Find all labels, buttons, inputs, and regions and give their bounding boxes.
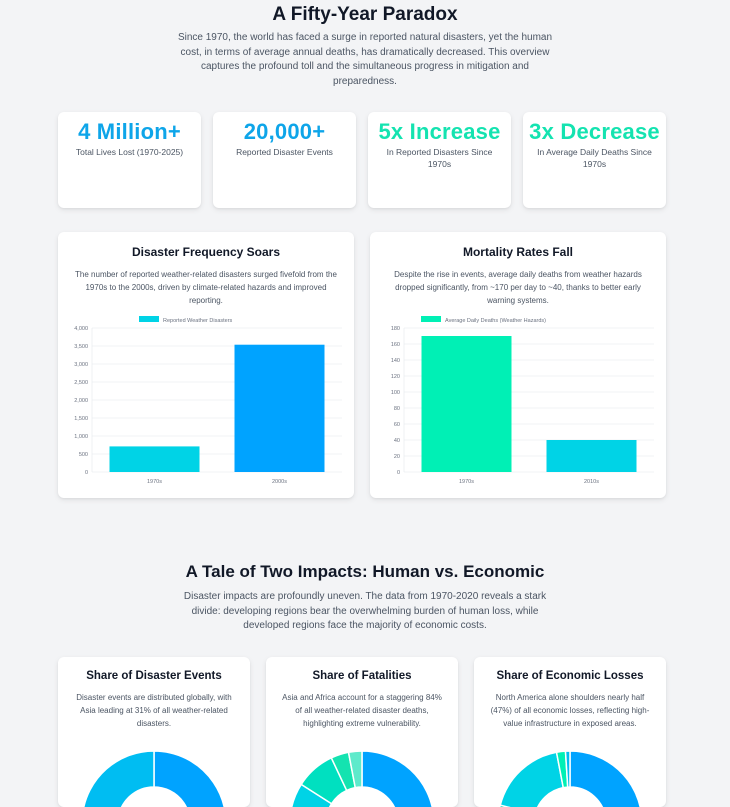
mortality-chart-card bbox=[370, 232, 666, 498]
donut-slice bbox=[570, 751, 642, 807]
y-tick-label: 100 bbox=[390, 390, 400, 396]
stat-card-disaster-events bbox=[213, 112, 356, 208]
pie-card-events bbox=[58, 657, 250, 807]
legend-swatch bbox=[421, 316, 441, 322]
bar-2000s bbox=[235, 345, 325, 472]
stat-label: In Average Daily Deaths Since 1970s bbox=[537, 147, 652, 169]
y-tick-label: 0 bbox=[84, 470, 88, 476]
y-tick-label: 0 bbox=[396, 470, 400, 476]
impacts-title: A Tale of Two Impacts: Human vs. Economic bbox=[185, 562, 545, 581]
stat-label: Reported Disaster Events bbox=[236, 147, 333, 157]
chart-description: Despite the rise in events, average daily deaths from weather hazards dropped significantly, from ~170 per day to ~40, thanks to better early warning systems. bbox=[394, 270, 642, 305]
page-title: A Fifty-Year Paradox bbox=[272, 4, 458, 25]
chart-description: Disaster events are distributed globally, with Asia leading at 31% of all weather-related disasters. bbox=[76, 693, 232, 728]
stat-value: 5x Increase bbox=[378, 119, 501, 144]
frequency-chart-card bbox=[58, 232, 354, 498]
y-tick-label: 160 bbox=[390, 342, 400, 348]
fatalities-donut-chart bbox=[266, 736, 458, 807]
mortality-bar-chart bbox=[370, 312, 666, 492]
stat-value: 3x Decrease bbox=[529, 119, 660, 144]
y-tick-label: 80 bbox=[393, 406, 400, 412]
y-tick-label: 1,000 bbox=[74, 434, 88, 440]
chart-title: Share of Economic Losses bbox=[496, 670, 644, 682]
stat-label: Total Lives Lost (1970-2025) bbox=[75, 147, 184, 157]
x-tick-label: 1970s bbox=[459, 479, 474, 485]
frequency-bar-chart bbox=[58, 312, 354, 492]
y-tick-label: 60 bbox=[393, 422, 400, 428]
stat-value: 4 Million+ bbox=[78, 119, 181, 144]
intro-description: Since 1970, the world has faced a surge in reported natural disasters, yet the human cost, in terms of average annual deaths, has dramatically decreased. This overview captures the profound toll and the simultaneous progress in mitigation and preparedness. bbox=[177, 32, 553, 87]
stat-label: In Reported Disasters Since 1970s bbox=[386, 147, 493, 169]
y-tick-label: 4,000 bbox=[74, 326, 88, 332]
economic-losses-donut-chart bbox=[474, 736, 666, 807]
bar-2010s bbox=[547, 440, 637, 472]
pie-card-fatalities bbox=[266, 657, 458, 807]
chart-description: Asia and Africa account for a staggering 84% of all weather-related disaster deaths, highlighting extreme vulnerability. bbox=[282, 693, 442, 728]
chart-title: Share of Disaster Events bbox=[86, 670, 222, 682]
y-tick-label: 3,500 bbox=[74, 344, 88, 350]
stat-card-lives-lost bbox=[58, 112, 201, 208]
chart-title: Share of Fatalities bbox=[312, 670, 412, 682]
stat-card-disasters-increase bbox=[368, 112, 511, 208]
y-tick-label: 2,500 bbox=[74, 380, 88, 386]
x-tick-label: 1970s bbox=[147, 479, 162, 485]
y-tick-label: 1,500 bbox=[74, 416, 88, 422]
legend-label: Reported Weather Disasters bbox=[163, 318, 233, 324]
stat-card-deaths-decrease bbox=[523, 112, 666, 208]
y-tick-label: 20 bbox=[393, 454, 400, 460]
x-tick-label: 2000s bbox=[272, 479, 287, 485]
chart-title: Disaster Frequency Soars bbox=[131, 245, 281, 259]
bar-1970s bbox=[422, 336, 512, 472]
donut-slice bbox=[500, 752, 563, 807]
bar-1970s bbox=[110, 446, 200, 472]
chart-description: North America alone shoulders nearly half (47%) of all economic losses, reflecting high-value infrastructure in exposed areas. bbox=[490, 693, 650, 728]
pie-card-economic-losses bbox=[474, 657, 666, 807]
y-tick-label: 140 bbox=[390, 358, 400, 364]
stat-value: 20,000+ bbox=[243, 119, 326, 144]
donut-slice bbox=[362, 751, 434, 807]
y-tick-label: 2,000 bbox=[74, 398, 88, 404]
impacts-description: Disaster impacts are profoundly uneven. The data from 1970-2020 reveals a stark divide: developing regions bear the overwhelming burden of human loss, while developed regions face the majority of economic costs. bbox=[183, 591, 547, 631]
events-donut-chart bbox=[58, 736, 250, 807]
y-tick-label: 120 bbox=[390, 374, 400, 380]
legend-swatch bbox=[139, 316, 159, 322]
chart-title: Mortality Rates Fall bbox=[462, 245, 574, 259]
donut-slice bbox=[154, 751, 226, 807]
y-tick-label: 180 bbox=[390, 326, 400, 332]
y-tick-label: 3,000 bbox=[74, 362, 88, 368]
x-tick-label: 2010s bbox=[584, 479, 599, 485]
legend-label: Average Daily Deaths (Weather Hazards) bbox=[445, 318, 546, 324]
chart-description: The number of reported weather-related disasters surged fivefold from the 1970s to the 2000s, driven by climate-related hazards and improved reporting. bbox=[75, 270, 337, 305]
y-tick-label: 500 bbox=[78, 452, 88, 458]
y-tick-label: 40 bbox=[393, 438, 400, 444]
